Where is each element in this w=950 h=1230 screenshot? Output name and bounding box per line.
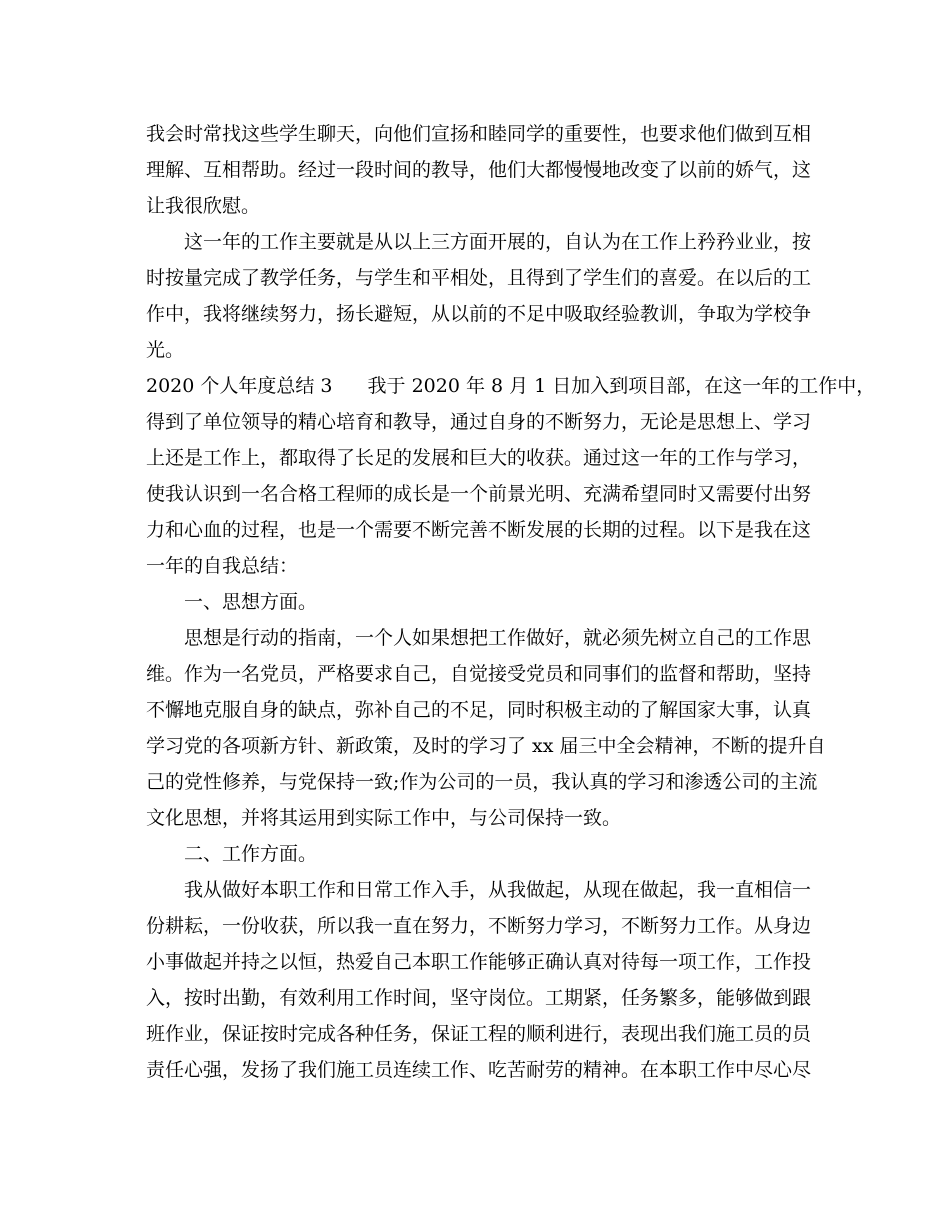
text-line: 我从做好本职工作和日常工作入手，从我做起，从现在做起，我一直相信一 <box>184 879 812 901</box>
text-line: 得到了单位领导的精心培育和教导，通过自身的不断努力，无论是思想上、学习 <box>146 411 812 433</box>
section-heading: 2020 个人年度总结 3 <box>146 375 333 397</box>
text-line: 不懈地克服自身的缺点，弥补自己的不足，同时积极主动的了解国家大事，认真 <box>146 699 812 721</box>
text-line: 时按量完成了教学任务，与学生和平相处，且得到了学生们的喜爱。在以后的工 <box>146 267 812 289</box>
text-line: 光。 <box>146 339 185 361</box>
text-line: 小事做起并持之以恒，热爱自己本职工作能够正确认真对待每一项工作，工作投 <box>146 951 812 973</box>
text-line: 使我认识到一名合格工程师的成长是一个前景光明、充满希望同时又需要付出努 <box>146 483 812 505</box>
text-line: 份耕耘，一份收获，所以我一直在努力，不断努力学习，不断努力工作。从身边 <box>146 915 812 937</box>
text-line: 一年的自我总结： <box>146 555 299 577</box>
text-line: 文化思想，并将其运用到实际工作中，与公司保持一致。 <box>146 807 622 829</box>
text-line: 思想是行动的指南，一个人如果想把工作做好，就必须先树立自己的工作思 <box>184 627 812 649</box>
text-line: 入，按时出勤，有效利用工作时间，坚守岗位。工期紧，任务繁多，能够做到跟 <box>146 987 812 1009</box>
text-line: 让我很欣慰。 <box>146 195 261 217</box>
text-line: 作中，我将继续努力，扬长避短，从以前的不足中吸取经验教训，争取为学校争 <box>146 303 812 325</box>
text-line: 我于 2020 年 8 月 1 日加入到项目部，在这一年的工作中， <box>367 375 876 397</box>
text-line: 己的党性修养，与党保持一致;作为公司的一员，我认真的学习和渗透公司的主流 <box>146 771 818 793</box>
document-body <box>146 116 876 1088</box>
text-line: 班作业，保证按时完成各种任务，保证工程的顺利进行，表现出我们施工员的员 <box>146 1023 812 1045</box>
text-line: 维。作为一名党员，严格要求自己，自觉接受党员和同事们的监督和帮助，坚持 <box>146 663 812 685</box>
section-heading-line <box>146 368 876 404</box>
text-line: 责任心强，发扬了我们施工员连续工作、吃苦耐劳的精神。在本职工作中尽心尽 <box>146 1059 812 1081</box>
text-line: 上还是工作上，都取得了长足的发展和巨大的收获。通过这一年的工作与学习， <box>146 447 812 469</box>
text-line: 这一年的工作主要就是从以上三方面开展的，自认为在工作上矜矜业业，按 <box>184 231 812 253</box>
text-line: 学习党的各项新方针、新政策，及时的学习了 xx 届三中全会精神，不断的提升自 <box>146 735 826 757</box>
text-line: 理解、互相帮助。经过一段时间的教导，他们大都慢慢地改变了以前的娇气，这 <box>146 159 812 181</box>
text-line: 我会时常找这些学生聊天，向他们宣扬和睦同学的重要性，也要求他们做到互相 <box>146 123 812 145</box>
subheading: 二、工作方面。 <box>184 843 318 865</box>
subheading: 一、思想方面。 <box>184 591 318 613</box>
text-line: 力和心血的过程，也是一个需要不断完善不断发展的长期的过程。以下是我在这 <box>146 519 812 541</box>
